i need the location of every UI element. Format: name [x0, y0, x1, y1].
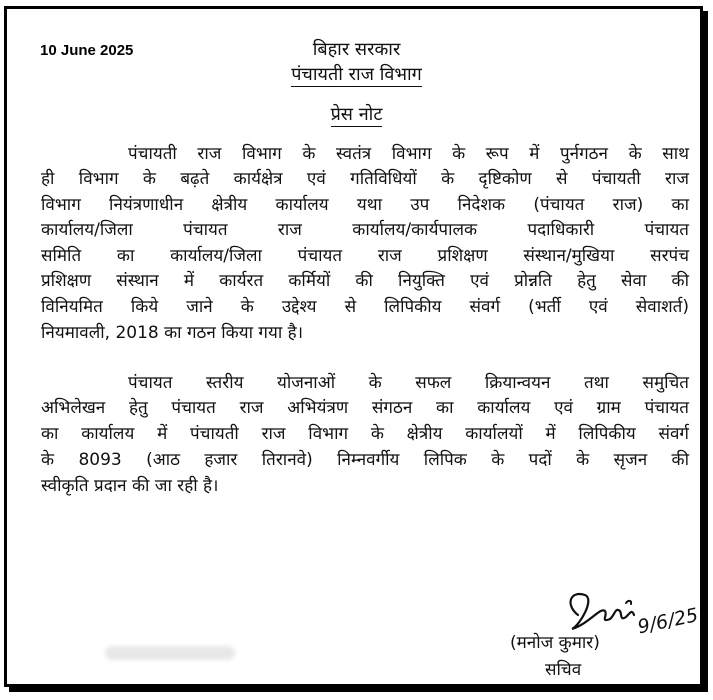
signatory-designation: सचिव	[545, 660, 582, 680]
para1-line-7: विनियमित किये जाने के उद्देश्य से लिपिकीय संवर्ग (भर्ती एवं सेवाशर्त)	[41, 297, 689, 317]
para1-line-3: विभाग नियंत्रणाधीन क्षेत्रीय कार्यालय यथा उप निदेशक (पंचायत राज) का	[41, 195, 689, 215]
para1-line-2: ही विभाग के बढ़ते कार्यक्षेत्र एवं गतिविधियों के दृष्टिकोण से पंचायती राज	[41, 169, 689, 189]
para2-line-3: का कार्यालय में पंचायती राज विभाग के क्षेत्रीय कार्यालयों में लिपिकीय संवर्ग	[41, 424, 689, 444]
para1-line-1: पंचायती राज विभाग के स्वतंत्र विभाग के रूप में पुर्नगठन के साथ	[128, 144, 689, 164]
date-label: 10 June 2025	[40, 42, 134, 59]
para1-line-8: नियमावली, 2018 का गठन किया गया है।	[41, 323, 304, 343]
government-title: बिहार सरकार	[312, 39, 401, 60]
para2-line-4: के 8093 (आठ हजार तिरानवे) निम्नवर्गीय लिपिक के पदों के सृजन की	[41, 450, 689, 470]
redacted-smudge	[105, 646, 235, 660]
press-note-heading: प्रेस नोट	[330, 104, 383, 125]
department-name: पंचायती राज विभाग	[291, 64, 422, 85]
signature-date: 9/6/25	[635, 604, 700, 639]
signatory-name: (मनोज कुमार)	[510, 633, 600, 653]
para2-line-5: स्वीकृति प्रदान की जा रही है।	[41, 476, 219, 496]
para1-line-4: कार्यालय/जिला पंचायत राज कार्यालय/कार्यपालक पदाधिकारी पंचायत	[41, 220, 689, 240]
para1-line-5: समिति का कार्यालय/जिला पंचायत राज प्रशिक्षण संस्थान/मुखिया सरपंच	[41, 246, 689, 266]
para2-line-2: अभिलेखन हेतु पंचायत राज अभियंत्रण संगठन का कार्यालय एवं ग्राम पंचायत	[41, 398, 689, 418]
para2-line-1: पंचायत स्तरीय योजनाओं के सफल क्रियान्वयन तथा समुचित	[128, 373, 689, 393]
para1-line-6: प्रशिक्षण संस्थान में कार्यरत कर्मियों की नियुक्ति एवं प्रोन्नति हेतु सेवा की	[41, 271, 689, 291]
